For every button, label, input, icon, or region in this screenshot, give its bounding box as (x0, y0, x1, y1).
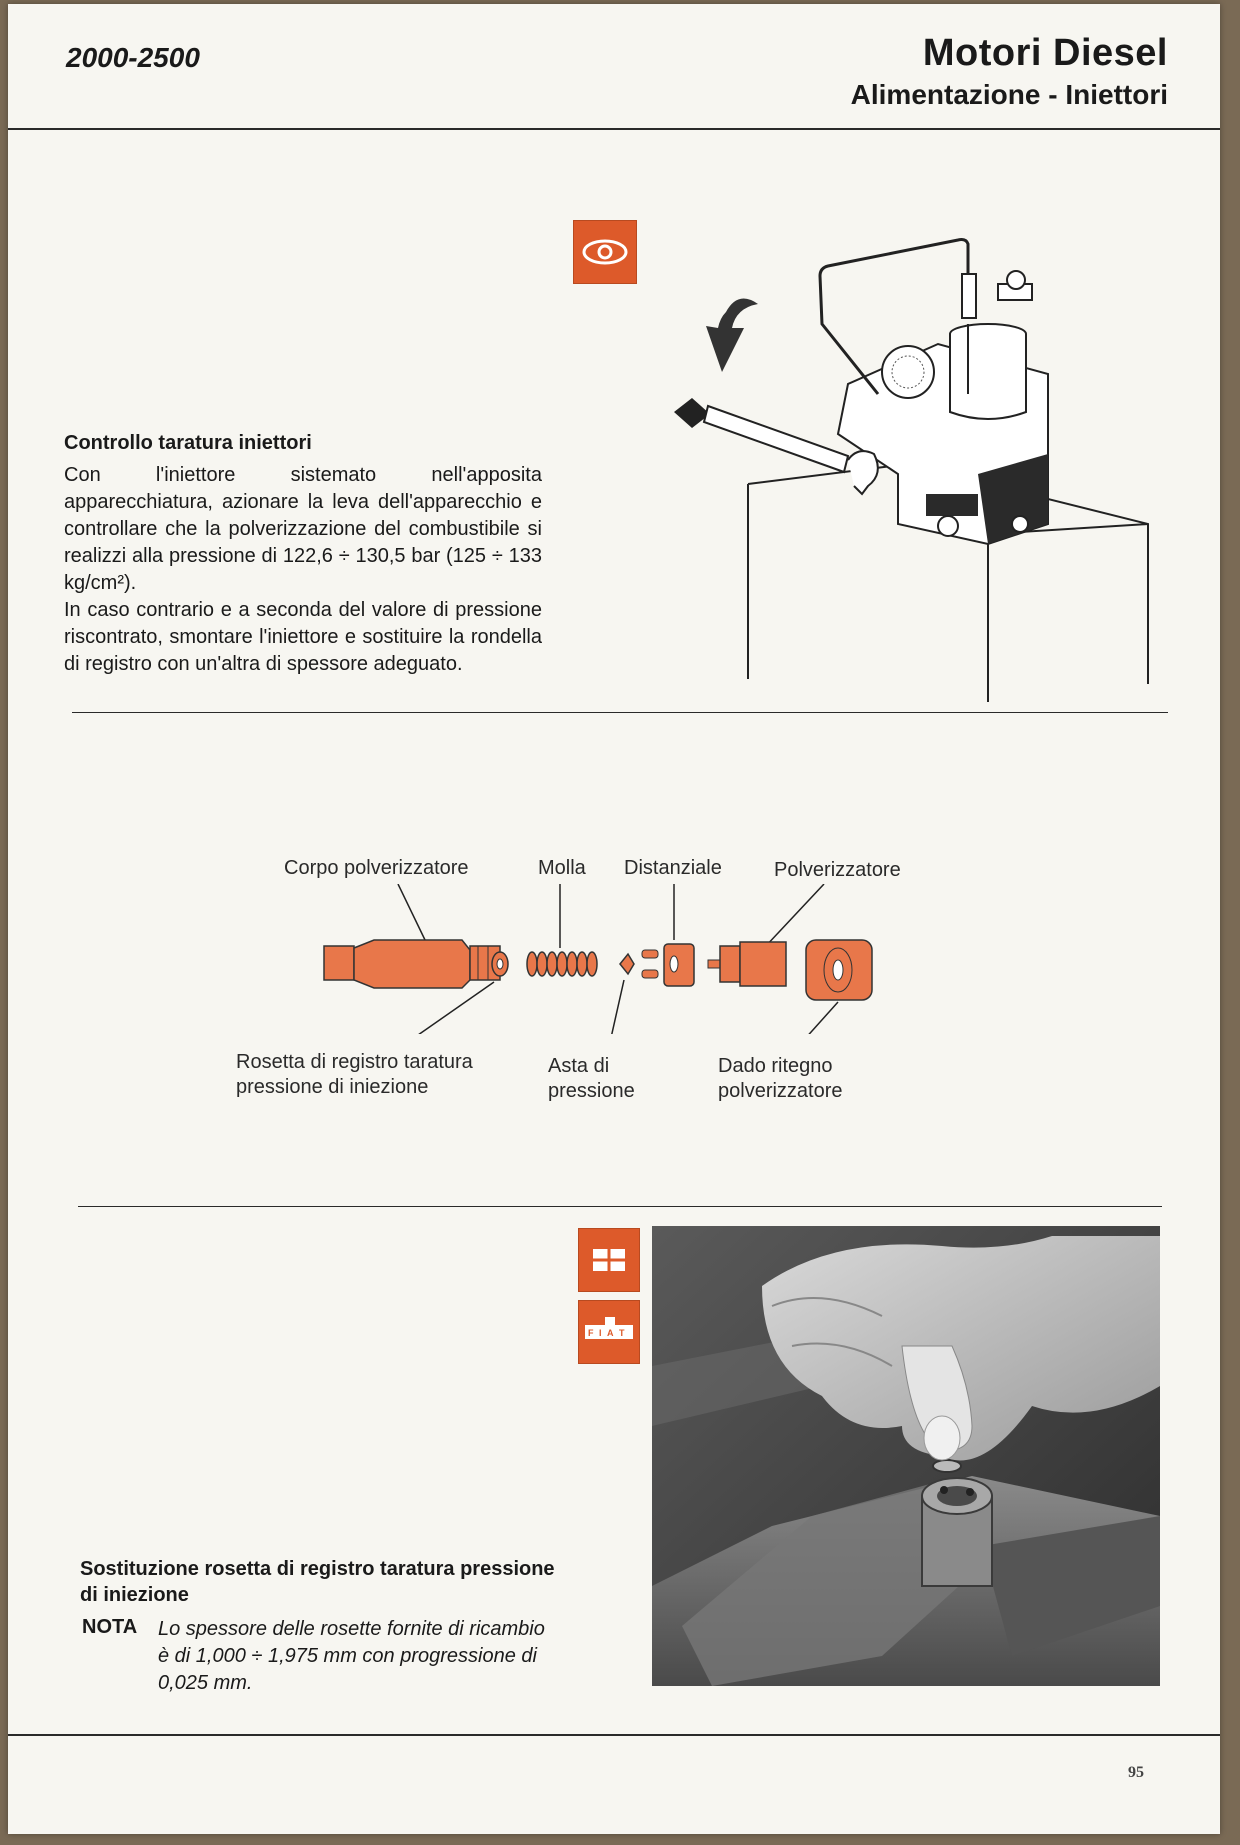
label-rosetta-line-2: pressione di iniezione (236, 1076, 429, 1098)
calibration-paragraph-2: In caso contrario e a seconda del valore di pressione riscontrato, smontare l'iniettore e sostituire la rondella di registro con un'altra di spessore adeguato. (64, 599, 542, 675)
svg-text:F: F (588, 1328, 594, 1338)
label-asta-line-1: Asta di (548, 1055, 610, 1077)
page-subtitle: Alimentazione - Iniettori (850, 79, 1168, 110)
manual-page (8, 4, 1220, 1834)
page-title-block (851, 32, 1168, 111)
label-dado (718, 1054, 843, 1104)
footer-rule (8, 1734, 1220, 1736)
label-rosetta-line-1: Rosetta di registro taratura (236, 1051, 473, 1073)
rosetta-replacement-photo (652, 1226, 1160, 1686)
calibration-paragraph-1: Con l'iniettore sistemato nell'apposita apparecchiatura, azionare la leva dell'apparecchio e controllare che la polverizzazione del combustibile si realizzi alla pressione di 122,6 ÷ 130,5 bar (125 ÷ 133 kg/cm²). (64, 464, 542, 594)
svg-text:T: T (619, 1328, 625, 1338)
model-range: 2000-2500 (66, 42, 200, 73)
window-icon (578, 1228, 640, 1292)
injector-tester-illustration (648, 224, 1158, 704)
section-divider-2 (78, 1206, 1162, 1207)
fiat-tool-icon (578, 1300, 640, 1364)
label-molla: Molla (538, 857, 586, 879)
section-divider-1 (72, 712, 1168, 713)
label-distanziale: Distanziale (624, 857, 722, 879)
label-polverizzatore: Polverizzatore (774, 859, 901, 881)
svg-text:A: A (607, 1328, 614, 1338)
nota-text: Lo spessore delle rosette fornite di ricambio è di 1,000 ÷ 1,975 mm con progressione di 0,025 mm. (158, 1618, 545, 1694)
section-heading-replacement: Sostituzione rosetta di registro taratura pressione di iniezione (80, 1558, 555, 1606)
section-heading-calibration: Controllo taratura iniettori (64, 432, 312, 454)
page-number: 95 (1128, 1764, 1144, 1781)
svg-text:I: I (599, 1328, 602, 1338)
label-corpo-polverizzatore: Corpo polverizzatore (284, 857, 469, 879)
label-asta-line-2: pressione (548, 1080, 635, 1102)
header-rule (8, 128, 1220, 130)
injector-exploded-diagram (308, 884, 908, 1034)
label-dado-line-2: polverizzatore (718, 1080, 843, 1102)
eye-icon (573, 220, 637, 284)
page-title: Motori Diesel (922, 32, 1168, 74)
label-dado-line-1: Dado ritegno (718, 1055, 833, 1077)
label-rosetta (236, 1050, 473, 1100)
nota-label: NOTA (82, 1616, 138, 1638)
label-asta (548, 1054, 635, 1104)
